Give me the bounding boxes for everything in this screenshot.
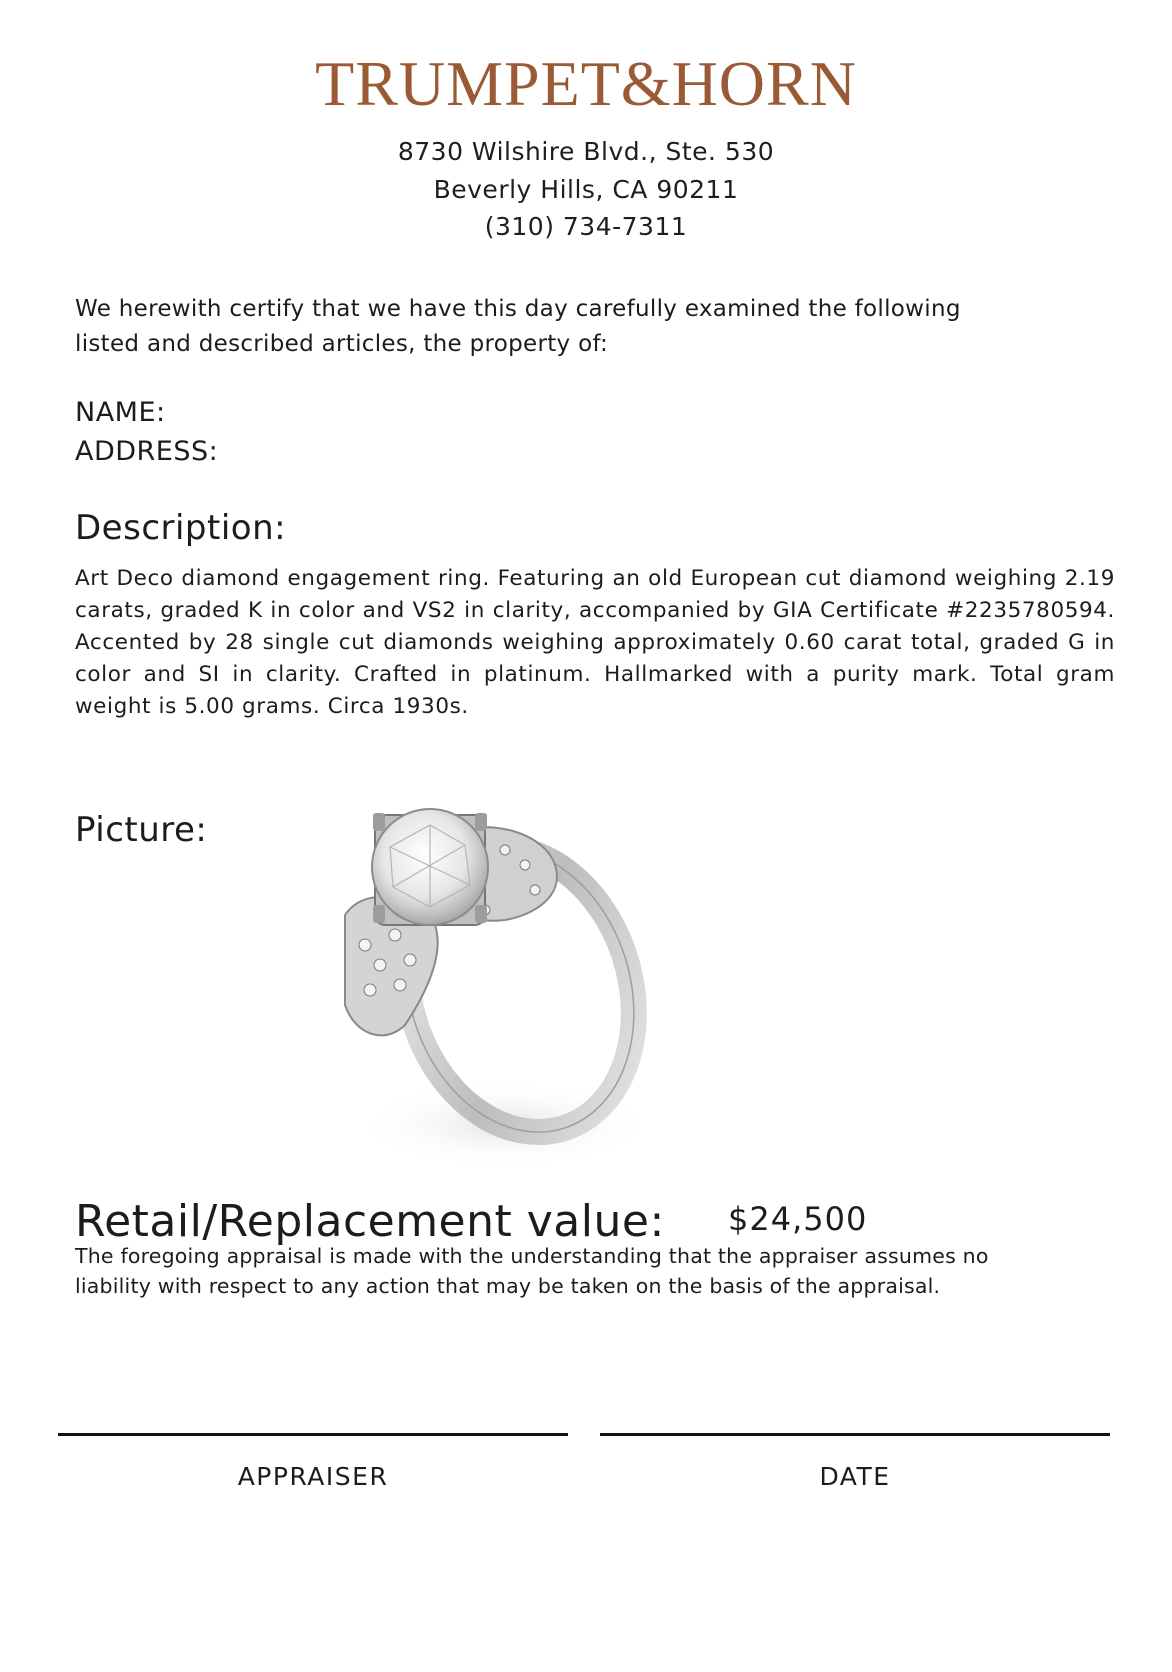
owner-address-label: ADDRESS:	[75, 436, 219, 467]
certification-intro-line2: listed and described articles, the property of:	[75, 331, 609, 357]
retail-value-label: Retail/Replacement value:	[75, 1196, 665, 1247]
appraisal-disclaimer	[75, 1241, 1115, 1301]
address-street: 8730 Wilshire Blvd., Ste. 530	[397, 137, 775, 166]
owner-name-label: NAME:	[75, 397, 166, 428]
retail-value-amount: $24,500	[728, 1200, 868, 1238]
disclaimer-line1: The foregoing appraisal is made with the understanding that the appraiser assumes no	[75, 1244, 989, 1268]
picture-heading: Picture:	[75, 810, 208, 850]
description-heading: Description:	[75, 508, 287, 548]
appraiser-label: APPRAISER	[237, 1462, 389, 1491]
address-city: Beverly Hills, CA 90211	[433, 175, 739, 204]
date-signature-line	[600, 1433, 1110, 1436]
ring-photo	[305, 795, 705, 1195]
disclaimer-line2: liability with respect to any action that may be taken on the basis of the appraisal.	[75, 1274, 941, 1298]
certification-intro-line1: We herewith certify that we have this day carefully examined the following	[75, 296, 961, 322]
company-logo: TRUMPET&HORN	[315, 48, 857, 119]
date-label: DATE	[819, 1462, 891, 1491]
phone-number: (310) 734-7311	[484, 212, 688, 241]
description-text: Art Deco diamond engagement ring. Featuring an old European cut diamond weighing 2.19 carats, graded K in color and VS2 in clarity, accompanied by GIA Certificate #2235780594. Accented by 28 single cut diamonds weighing approximately 0.60 carat total, graded G in color and SI in clarity. Crafted in platinum. Hallmarked with a purity mark. Total gram weight is 5.00 grams. Circa 1930s.	[75, 566, 1115, 719]
appraiser-signature-line	[58, 1433, 568, 1436]
